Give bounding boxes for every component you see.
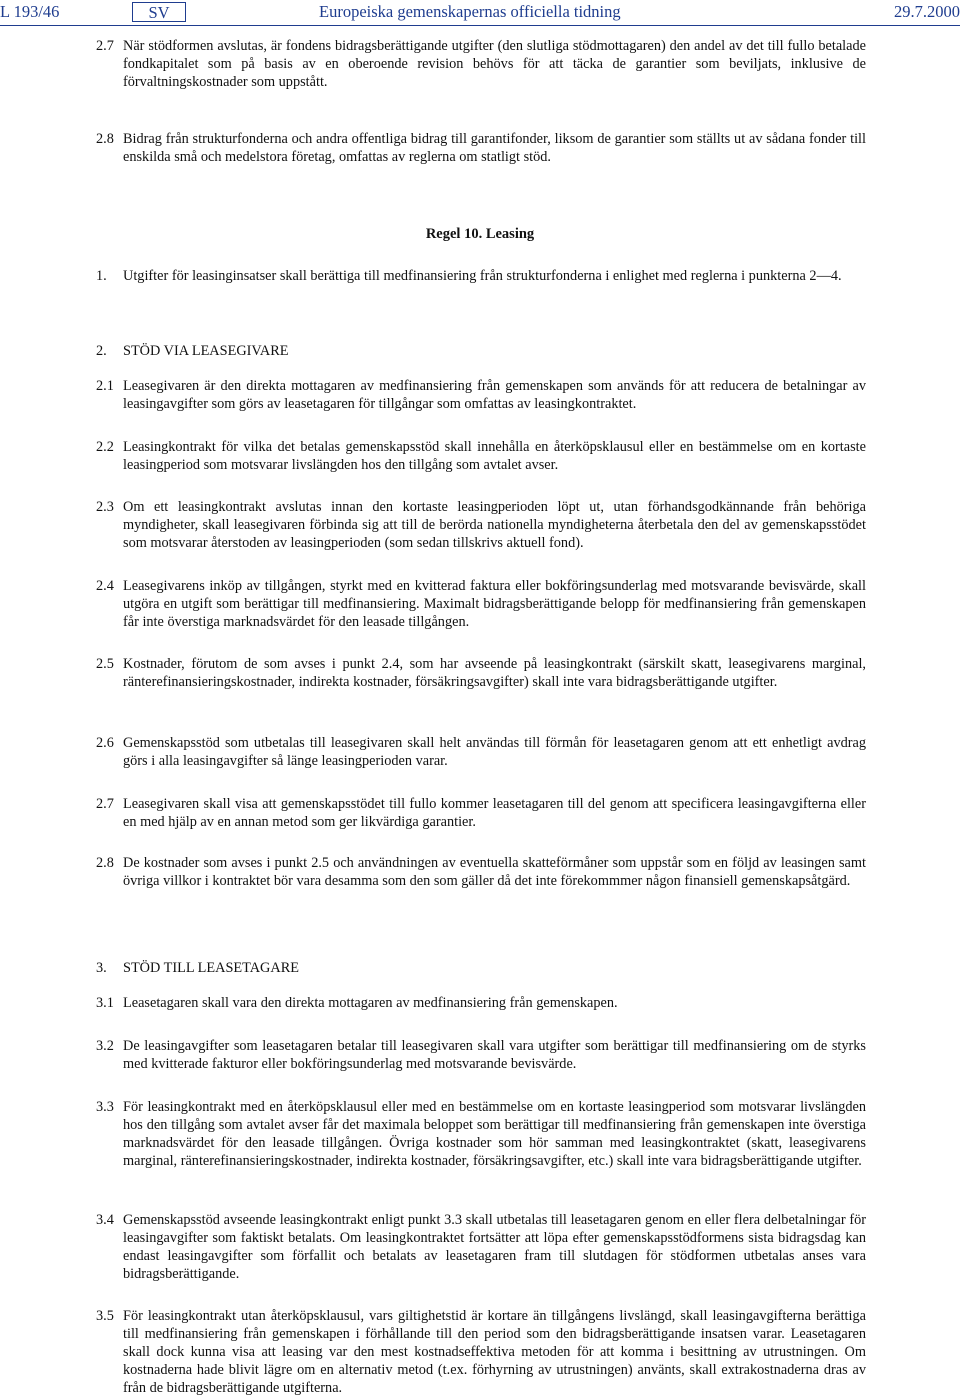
- paragraph-number: 3.4: [96, 1212, 114, 1228]
- publication-date: 29.7.2000: [894, 2, 960, 21]
- paragraph: [96, 855, 866, 891]
- paragraph: [96, 995, 866, 1013]
- section-number: 2.: [96, 343, 107, 359]
- paragraph: [96, 378, 866, 414]
- paragraph: [96, 735, 866, 771]
- paragraph-text: När stödformen avslutas, är fondens bidragsberättigande utgifter (den slutliga stödmottagaren) den andel av det till fullo betalade fondkapitalet som på basis av en oberoende revision behövs för att täcka de garantier som beviljats, inklusive de förvaltningskostnader som uppstått.: [123, 38, 866, 90]
- paragraph: [96, 1099, 866, 1171]
- paragraph-text: Kostnader, förutom de som avses i punkt 2.4, som har avseende på leasingkontrakt (särskilt skatt, leasegivarens marginal, ränterefinansieringskostnader, indirekta kostnader, försäkringsavgifter) skall inte vara bidragsberättigande utgifter.: [123, 656, 866, 690]
- section-title: STÖD VIA LEASEGIVARE: [123, 343, 289, 359]
- paragraph: [96, 499, 866, 553]
- paragraph-number: 3.5: [96, 1308, 114, 1324]
- header-rule: [0, 25, 960, 26]
- paragraph-text: Gemenskapsstöd avseende leasingkontrakt enligt punkt 3.3 skall utbetalas till leasetagaren genom en eller flera delbetalningar för leasingavgifter som faktiskt betalats. Om leasingkontraktet fortsätter att löpa efter gemenskapsstödformens sista bidragsdag kan endast leasingavgifter som förfallit och betalats av leasetagaren fram till slutdagen för stödformen utbetalas anses vara bidragsberättigande.: [123, 1212, 866, 1282]
- paragraph-number: 2.2: [96, 439, 114, 455]
- paragraph-text: För leasingkontrakt utan återköpsklausul, vars giltighetstid är kortare än tillgångens livslängd, skall leasingavgifterna berättiga till medfinansiering från gemenskapen i förhållande till den period som den bidragsberättigande insatsen varar. Leasetagaren skall dock kunna visa att leasing var den mest kostnadseffektiva metoden för att komma i besittning av utrustningen. Om kostnaderna hade blivit lägre om en alternativ metod (t.ex. förhyrning av utrustningen) använts, skall extrakostnaderna dras av från de bidragsberättigande utgifterna.: [123, 1308, 866, 1396]
- paragraph-number: 2.6: [96, 735, 114, 751]
- paragraph-text: För leasingkontrakt med en återköpsklausul eller med en bestämmelse om en kortaste leasingperiod som motsvarar livslängden hos den tillgång som avtalet avser får det maximala beloppet som berättigar till medfinansiering från gemenskapen inte överstiga marknadsvärdet för den leasade tillgången. Övriga kostnader som hör samman med leasingkontraktet (skatt, leasegivarens marginal, ränterefinansieringskostnader, indirekta kostnader, försäkringsavgifter, etc.) skall inte vara bidragsberättigande utgifter.: [123, 1099, 866, 1169]
- paragraph-text: De kostnader som avses i punkt 2.5 och användningen av eventuella skatteförmåner som uppstår som en följd av leasingen samt övriga villkor i kontraktet bör vara desamma som den som gäller då det inte förekommmer någon finansiell gemenskapsåtgärd.: [123, 855, 866, 889]
- paragraph-number: 2.1: [96, 378, 114, 394]
- paragraph-text: Leasingkontrakt för vilka det betalas gemenskapsstöd skall innehålla en återköpsklausul eller en bestämmelse om en kortaste leasingperiod som motsvarar livslängden hos den tillgång som avtalet avser.: [123, 439, 866, 473]
- page-reference: L 193/46: [0, 2, 60, 21]
- paragraph-text: Leasegivaren är den direkta mottagaren av medfinansiering från gemenskapen som används för att reducera de betalningar av leasingavgifter som görs av leasetagaren för tillgångar som omfattas av leasingkontraktet.: [123, 378, 866, 412]
- paragraph: [96, 1038, 866, 1074]
- section-heading: [96, 343, 866, 361]
- paragraph-text: Leasegivaren skall visa att gemenskapsstödet till fullo kommer leasetagaren till del genom att specificera leasingavgifterna eller en med hjälp av en annan metod som ger likvärdiga garantier.: [123, 796, 866, 830]
- paragraph-text: De leasingavgifter som leasetagaren betalar till leasegivaren skall vara utgifter som berättigar till medfinansiering om de styrks med kvitterade fakturor eller bokföringsunderlag med motsvarande bevisvärde.: [123, 1038, 866, 1072]
- paragraph-text: Utgifter för leasinginsatser skall berättiga till medfinansiering från strukturfonderna i enlighet med reglerna i punkterna 2—4.: [123, 268, 842, 284]
- paragraph-text: Leasetagaren skall vara den direkta mottagaren av medfinansiering från gemenskapen.: [123, 995, 618, 1011]
- paragraph-text: Om ett leasingkontrakt avslutas innan den kortaste leasingperioden löpt ut, utan förhandsgodkännande från behöriga myndigheter, skall leasegivaren förbinda sig att till de berörda nationella myndigheterna återbetala den del av gemenskapsstödet som motsvarar återstoden av leasingperioden (som sedan tillskrivs aktuell fond).: [123, 499, 866, 551]
- paragraph-number: 2.5: [96, 656, 114, 672]
- paragraph: [96, 38, 866, 92]
- page-header: [0, 2, 960, 26]
- paragraph-number: 2.7: [96, 38, 114, 54]
- paragraph-number: 2.4: [96, 578, 114, 594]
- section-heading: [96, 960, 866, 978]
- paragraph-number: 3.2: [96, 1038, 114, 1054]
- paragraph-number: 2.8: [96, 131, 114, 147]
- rule-heading: Regel 10. Leasing: [425, 226, 535, 242]
- section-title: STÖD TILL LEASETAGARE: [123, 960, 299, 976]
- paragraph: [96, 1212, 866, 1284]
- paragraph-text: Leasegivarens inköp av tillgången, styrkt med en kvitterad faktura eller bokföringsunderlag med motsvarande bevisvärde, skall utgöra en utgift som berättigar till medfinansiering. Maximalt bidragsberättigande belopp för medfinansiering från gemenskapen får inte överstiga marknadsvärdet för den leasade tillgången.: [123, 578, 866, 630]
- paragraph-text: Gemenskapsstöd som utbetalas till leasegivaren skall helt användas till förmån för leasetagaren genom att ett enhetligt avdrag görs i alla leasingavgifter så länge leasingperioden varar.: [123, 735, 866, 769]
- paragraph-number: 1.: [96, 268, 107, 284]
- paragraph-number: 3.3: [96, 1099, 114, 1115]
- paragraph-text: Bidrag från strukturfonderna och andra offentliga bidrag till garantifonder, liksom de garantier som ställts ut av sådana fonder till enskilda små och medelstora företag, omfattas av reglerna om statligt stöd.: [123, 131, 866, 165]
- paragraph: [96, 796, 866, 832]
- paragraph-number: 2.7: [96, 796, 114, 812]
- paragraph: [96, 268, 866, 286]
- paragraph: [96, 656, 866, 692]
- paragraph: [96, 578, 866, 632]
- section-number: 3.: [96, 960, 107, 976]
- paragraph-number: 3.1: [96, 995, 114, 1011]
- paragraph: [96, 131, 866, 167]
- paragraph: [96, 439, 866, 475]
- paragraph-number: 2.3: [96, 499, 114, 515]
- language-code-box: SV: [132, 2, 186, 22]
- paragraph-number: 2.8: [96, 855, 114, 871]
- journal-title: Europeiska gemenskapernas officiella tidning: [319, 2, 621, 21]
- paragraph: [96, 1308, 866, 1398]
